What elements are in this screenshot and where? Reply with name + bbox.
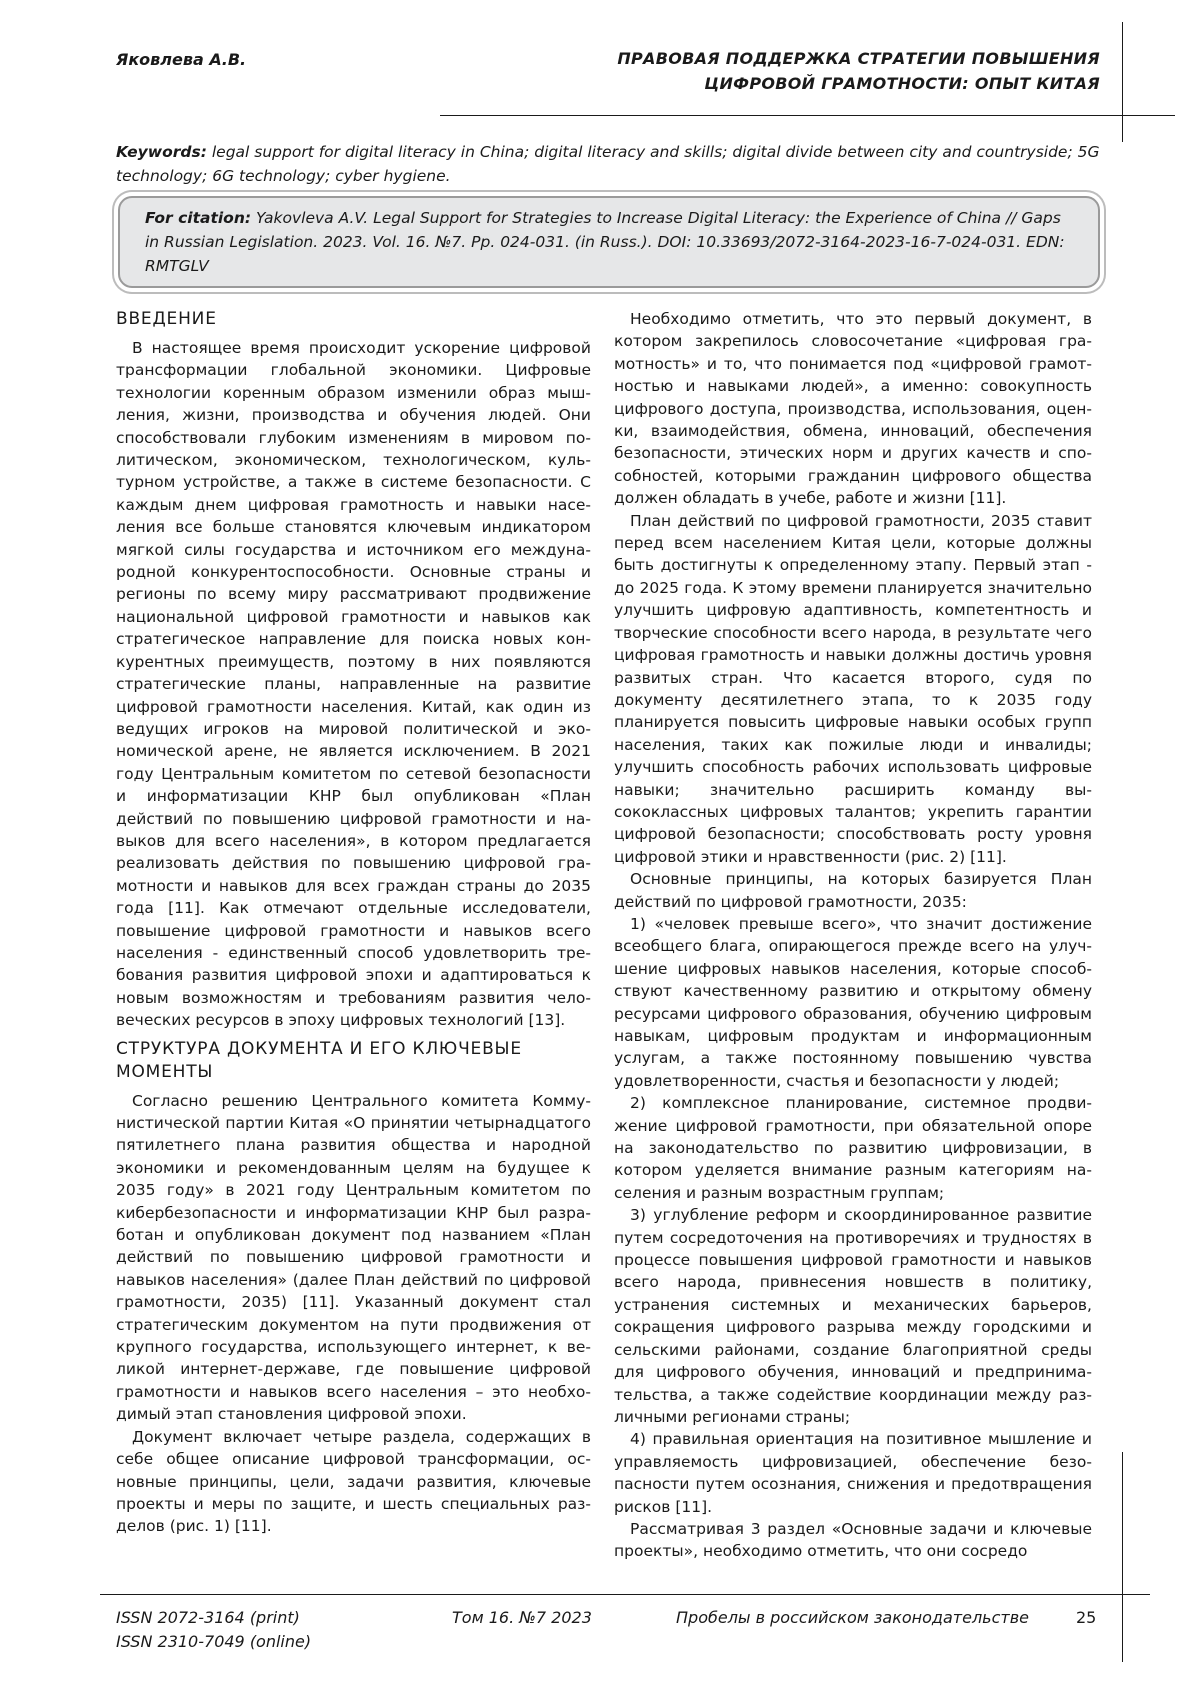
- paragraph: Необходимо отметить, что это первый документ, в котором закрепилось словосочетание «цифровая гра­мотность» и то, что понимается под «цифровой грамот­ностью и навыками людей», а именно: совокупность цифрового доступа, производства, использования, оцен­ки, взаимодействия, обмена, инноваций, обеспечения безопасности, этических норм и других качеств и спо­собностей, которыми гражданин цифрового общества должен обладать в учебе, работе и жизни [11].: [614, 308, 1092, 510]
- keywords-label: Keywords:: [116, 143, 207, 161]
- footer-journal: Пробелы в российском законодательстве: [676, 1608, 1029, 1627]
- page-number: 25: [1076, 1608, 1096, 1627]
- paragraph: План действий по цифровой грамотности, 2035 ставит перед всем населением Китая цели, которые должны быть достигнуты к определенному этапу. Пер­вый этап - до 2025 года. К этому времени планируется значительно улучшить цифровую адаптивность, ком­петентность и творческие способности всего народа, в результате чего цифровая грамотность и навыки долж­ны достичь уровня развитых стран. Что касается второ­го, судя по документу десятилетнего этапа, то к 2035 году планируется повысить цифровые навыки особых групп населения, таких как пожилые люди и инвали­ды; улучшить способность рабочих использовать циф­ровые навыки; значительно расширить команду вы­сококлассных цифровых талантов; укрепить гарантии цифровой безопасности; способствовать росту уровня цифровой этики и нравственности (рис. 2) [11].: [614, 510, 1092, 869]
- header-author: Яковлева А.В.: [116, 50, 246, 69]
- paragraph: В настоящее время происходит ускорение цифровой трансформации глобальной экономики. Цифровые технологии коренным образом изменили образ мыш­ления, жизни, производства и обучения людей. Они способствовали глубоким изменениям в мировом по­литическом, экономическом, технологическом, куль­турном устройстве, а также в системе безопасности. С каждым днем цифровая грамотность и навыки насе­ления все больше становятся ключевым индикатором мягкой силы государства и источником его междуна­родной конкурентоспособности. Основные страны и регионы по всему миру рассматривают продвижение национальной цифровой грамотности и навыков как стратегическое направление для поиска новых кон­курентных преимуществ, поэтому в них появляются стратегические планы, направленные на развитие цифровой грамотности населения. Китай, как один из ведущих игроков на мировой политической и эко­номической арене, не является исключением. В 2021 году Центральным комитетом по сетевой безопасно­сти и информатизации КНР был опубликован «План действий по повышению цифровой грамотности и на­выков для всего населения», в котором предлагается реализовать действия по повышению цифровой гра­мотности и навыков для всех граждан страны до 2035 года [11]. Как отмечают отдельные исследователи, повышение цифровой грамотности и навыков всего населения - единственный способ удовлетворить тре­бования развития цифровой эпохи и адаптироваться к новым возможностям и требованиям развития чело­веческих ресурсов в эпоху цифровых технологий [13].: [116, 337, 591, 1032]
- citation-text: Yakovleva A.V. Legal Support for Strategies to Increase Digital Literacy: the Experience of China // Gaps in Russian Legislation. 2023. Vol. 16. №7. Pp. 024-031. (in Russ.). DOI: 10.33693/2072-3164-2023-16-7-024-031. EDN: RMTGLV: [145, 209, 1065, 275]
- list-item: 2) комплексное планирование, системное продви­жение цифровой грамотности, при обязательной опо­ре на законодательство по развитию цифровизации, в котором уделяется внимание разным категориям на­селения и разным возрастным группам;: [614, 1092, 1092, 1204]
- paragraph: Рассматривая 3 раздел «Основные задачи и ключе­вые проекты», необходимо отметить, что они сосредо­: [614, 1518, 1092, 1563]
- citation-label: For citation:: [145, 209, 251, 227]
- list-item: 4) правильная ориентация на позитивное мышление и управляемость цифровизацией, обеспечение безо­пасности путем осознания, снижения и предотвраще­ния рисков [11].: [614, 1428, 1092, 1518]
- paragraph: Документ включает четыре раздела, содержащих в себе общее описание цифровой трансформации, ос­новные принципы, цели, задачи развития, ключевые проекты и меры по защите, и шесть специальных раз­делов (рис. 1) [11].: [116, 1426, 591, 1538]
- keywords: [116, 140, 1100, 188]
- citation: [145, 206, 1075, 278]
- header-title: [540, 46, 1100, 96]
- footer-rule: [100, 1594, 1150, 1595]
- footer-vertical-rule: [1122, 1452, 1123, 1662]
- footer-issn-online: ISSN 2310-7049 (online): [116, 1632, 311, 1651]
- list-item: 3) углубление реформ и скоординированное разви­тие путем сосредоточения на противоречиях и трудно­стях в процессе повышения цифровой грамотности и навыков всего народа, привнесения новшеств в поли­тику, устранения системных и механических барьеров, сокращения цифрового разрыва между городскими и сельскими районами, создание благоприятной среды для цифрового обучения, инноваций и предпринима­тельства, а также содействие координации между раз­личными регионами страны;: [614, 1204, 1092, 1428]
- header-title-line1: ПРАВОВАЯ ПОДДЕРЖКА СТРАТЕГИИ ПОВЫШЕНИЯ: [540, 46, 1100, 71]
- keywords-text: legal support for digital literacy in China; digital literacy and skills; digital divide between city and countryside; 5G technology; 6G technology; cyber hygiene.: [116, 143, 1099, 185]
- footer-volume: Том 16. №7 2023: [452, 1608, 592, 1627]
- list-item: 1) «человек превыше всего», что значит достижение всеобщего блага, опирающегося прежде всего на улуч­шение цифровых навыков населения, которые способ­ствуют качественному развитию и открытому обмену ресурсами цифрового образования, обучению цифро­вым навыкам, цифровым продуктам и информацион­ным услугам, а также постоянному повышению чувства удовлетворенности, счастья и безопасности у людей;: [614, 913, 1092, 1092]
- section-heading-introduction: ВВЕДЕНИЕ: [116, 308, 591, 331]
- paragraph: Согласно решению Центрального комитета Комму­нистической партии Китая «О принятии четырнадцато­го пятилетнего плана развития общества и народной экономики и рекомендованным целям на будущее к 2035 году» в 2021 году Центральным комитетом по кибербезопасности и информатизации КНР был разра­ботан и опубликован документ под названием «План действий по повышению цифровой грамотности и навыков населения» (далее План действий по цифро­вой грамотности, 2035) [11]. Указанный документ стал стратегическим документом на пути продвижения от крупного государства, использующего интернет, к ве­ликой интернет-державе, где повышение цифровой грамотности и навыков всего населения – это необхо­димый этап становления цифровой эпохи.: [116, 1090, 591, 1426]
- header-rule: [440, 115, 1175, 116]
- header-title-line2: ЦИФРОВОЙ ГРАМОТНОСТИ: ОПЫТ КИТАЯ: [540, 71, 1100, 96]
- header-vertical-rule: [1122, 22, 1123, 142]
- section-heading-structure: СТРУКТУРА ДОКУМЕНТА И ЕГО КЛЮЧЕВЫЕ МОМЕНТЫ: [116, 1038, 591, 1084]
- column-left: [116, 308, 591, 1538]
- paragraph: Основные принципы, на которых базируется План действий по цифровой грамотности, 2035:: [614, 868, 1092, 913]
- footer-issn-print: ISSN 2072-3164 (print): [116, 1608, 300, 1627]
- column-right: [614, 308, 1092, 1563]
